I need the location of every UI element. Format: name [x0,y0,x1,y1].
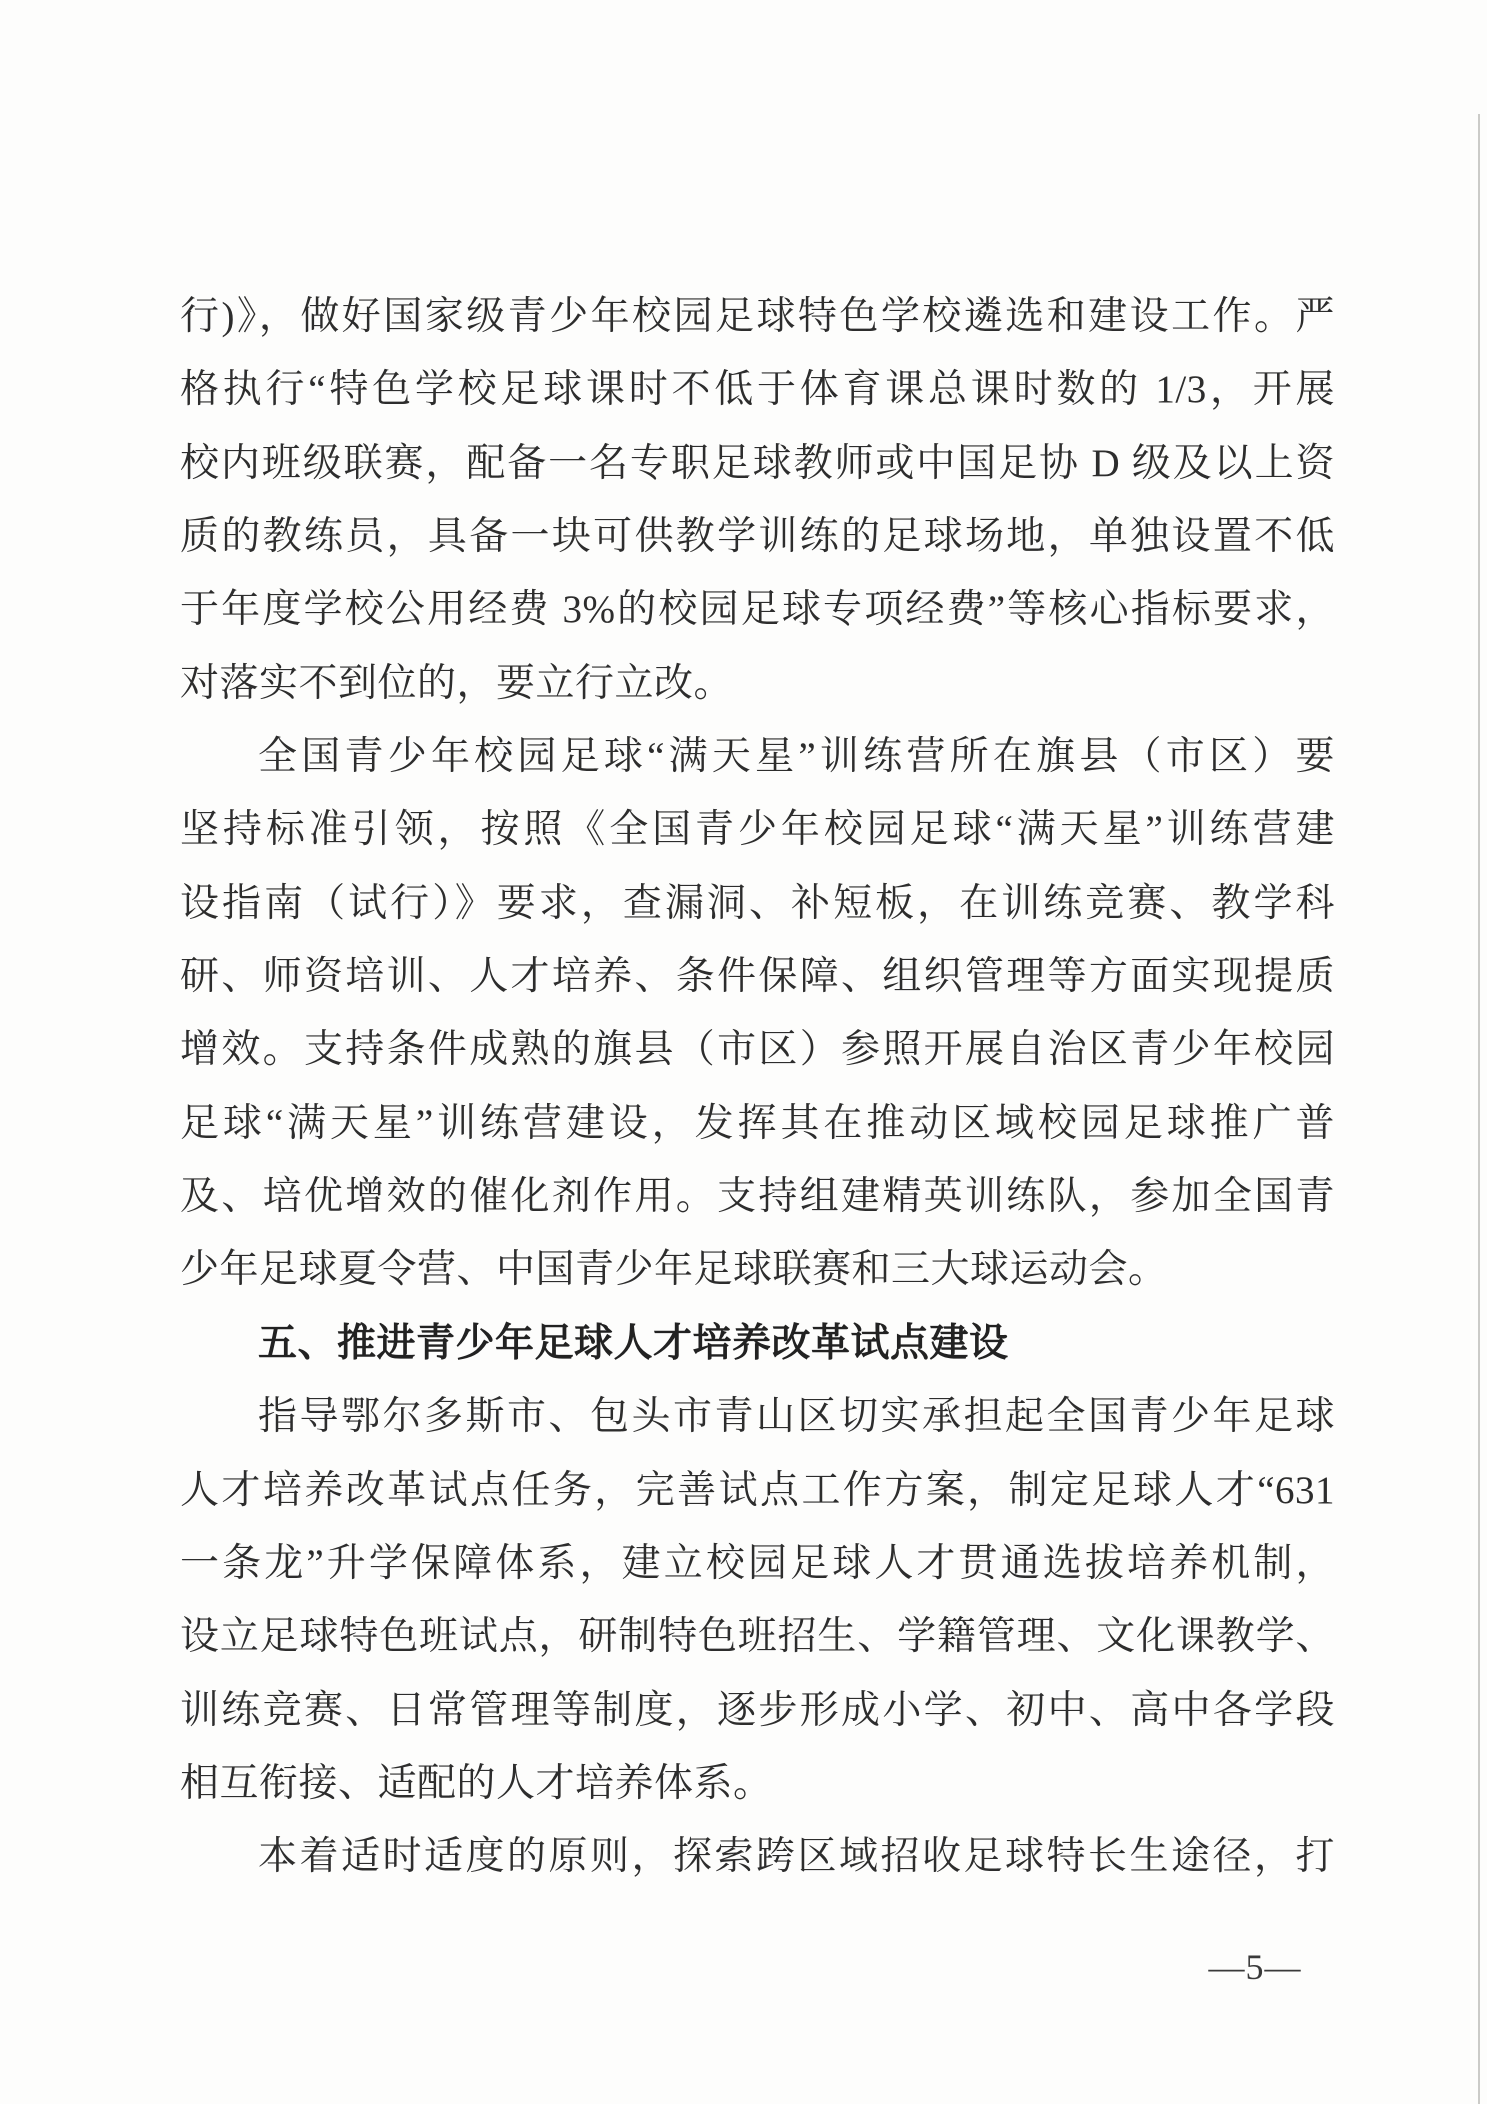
paragraph-first-line: 指导鄂尔多斯市、包头市青山区切实承担起全国青少年足球 [258,1395,1335,1439]
text-line: 增效。支持条件成熟的旗县（市区）参照开展自治区青少年校园 [180,1028,1335,1072]
document-body [180,280,1335,1894]
paragraph-first-line: 本着适时适度的原则，探索跨区域招收足球特长生途径，打 [258,1835,1335,1879]
text-line: 少年足球夏令营、中国青少年足球联赛和三大球运动会。 [180,1248,1168,1292]
text-line: 坚持标准引领，按照《全国青少年校园足球“满天星”训练营建 [180,808,1335,852]
text-line: 研、师资培训、人才培养、条件保障、组织管理等方面实现提质 [180,955,1335,999]
text-line: 于年度学校公用经费 3%的校园足球专项经费”等核心指标要求， [180,588,1335,632]
text-line: 设立足球特色班试点，研制特色班招生、学籍管理、文化课教学、 [180,1615,1335,1659]
paragraph-first-line: 全国青少年校园足球“满天星”训练营所在旗县（市区）要 [258,735,1335,779]
text-line: 相互衔接、适配的人才培养体系。 [180,1761,773,1805]
text-line: 足球“满天星”训练营建设，发挥其在推动区域校园足球推广普 [180,1101,1335,1145]
text-line: 一条龙”升学保障体系，建立校园足球人才贯通选拔培养机制， [180,1541,1335,1585]
scan-edge-artifact [1478,114,1480,2104]
text-line: 校内班级联赛，配备一名专职足球教师或中国足协 D 级及以上资 [180,441,1335,485]
text-line: 行)》，做好国家级青少年校园足球特色学校遴选和建设工作。严 [180,295,1335,338]
text-line: 及、培优增效的催化剂作用。支持组建精英训练队，参加全国青 [180,1175,1335,1219]
text-line: 训练竞赛、日常管理等制度，逐步形成小学、初中、高中各学段 [180,1688,1335,1732]
text-line: 对落实不到位的，要立行立改。 [180,661,734,705]
text-line: 格执行“特色学校足球课时不低于体育课总课时数的 1/3，开展 [180,368,1335,412]
text-line: 人才培养改革试点任务，完善试点工作方案，制定足球人才“631 [180,1468,1335,1512]
page-number: —5— [1208,1947,1302,1987]
text-line: 质的教练员，具备一块可供教学训练的足球场地，单独设置不低 [180,515,1335,559]
section-heading: 五、推进青少年足球人才培养改革试点建设 [258,1321,1009,1365]
text-line: 设指南（试行）》要求，查漏洞、补短板，在训练竞赛、教学科 [180,881,1335,925]
